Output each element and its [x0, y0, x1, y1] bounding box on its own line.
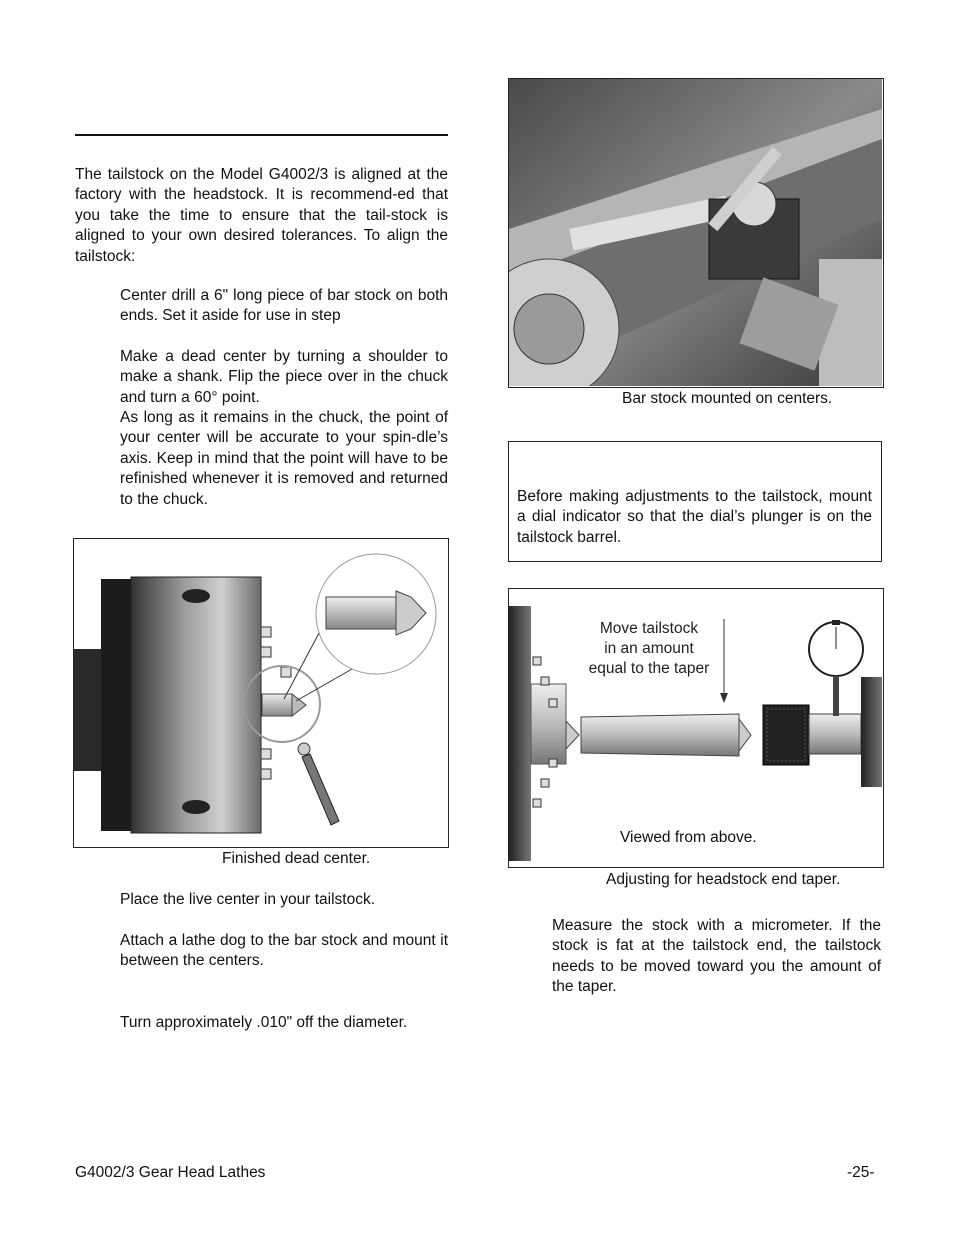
step-2-text: Make a dead center by turning a shoulder to make a shank. Flip the piece over in the chuck and turn a 60° point. [120, 348, 448, 406]
dead-center-figure [73, 538, 449, 848]
step-3-text: Place the live center in your tailstock. [120, 891, 376, 908]
viewed-from-above-label: Viewed from above. [620, 829, 757, 846]
dead-center-caption: Finished dead center. [222, 850, 371, 867]
step-1-text: Center drill a 6" long piece of bar stock on both ends. Set it aside for use in step [120, 287, 448, 325]
move-label-line-2: in an amount [604, 640, 694, 657]
taper-diagram [508, 588, 884, 868]
step-6-text: Measure the stock with a micrometer. If the stock is fat at the tailstock end, the tailstock needs to be moved toward you the amount of the taper. [552, 917, 881, 996]
move-label-line-1: Move tailstock [599, 620, 699, 637]
photo-caption: Bar stock mounted on centers. [622, 390, 833, 407]
move-tailstock-label [569, 619, 729, 679]
photo-illustration [509, 79, 882, 386]
chuck-illustration [74, 539, 447, 846]
move-label-line-3: equal to the taper [588, 660, 710, 677]
footer-title: G4002/3 Gear Head Lathes [75, 1164, 266, 1181]
note-box [508, 441, 882, 562]
step-5-text: Turn approximately .010" off the diameter. [120, 1014, 408, 1031]
step-4-text: Attach a lathe dog to the bar stock and mount it between the centers. [120, 932, 448, 970]
step-2-note: As long as it remains in the chuck, the point of your center will be accurate to your spin-dle’s axis. Keep in mind that the point will have to be refinished whenever it is removed and returned to the chuck. [120, 409, 448, 508]
section-heading-rule [75, 134, 448, 136]
intro-paragraph: The tailstock on the Model G4002/3 is aligned at the factory with the headstock. It is recommend-ed that you take the time to ensure that the tail-stock is aligned to your own desired tolerances. To align the tailstock: [75, 166, 448, 265]
page-number: -25- [847, 1164, 875, 1181]
lathe-photo [508, 78, 884, 388]
taper-caption: Adjusting for headstock end taper. [606, 871, 841, 888]
note-text: Before making adjustments to the tailstock, mount a dial indicator so that the dial’s plunger is on the tailstock barrel. [517, 488, 872, 546]
